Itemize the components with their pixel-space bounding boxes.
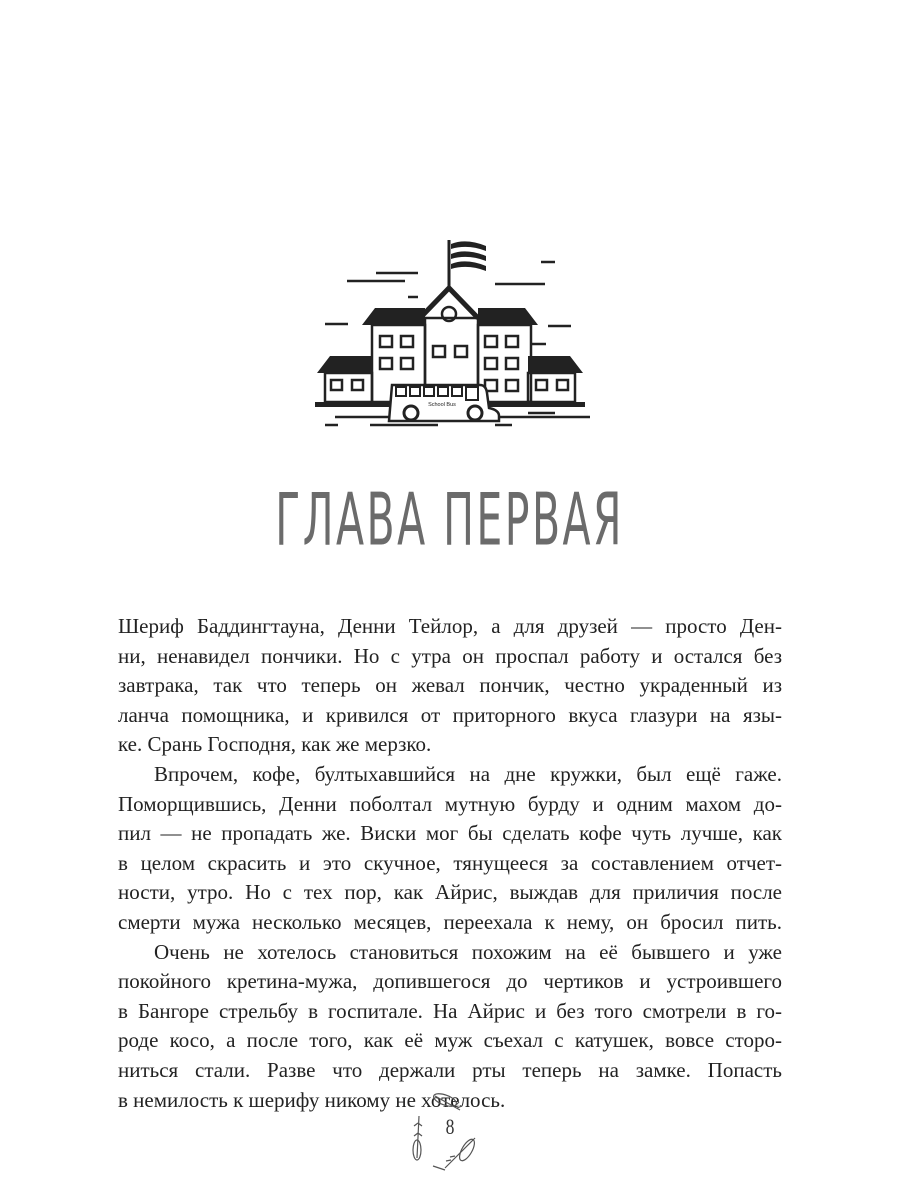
text-line: покойного кретина-мужа, допившегося до чертиков и устроившего	[118, 969, 782, 994]
page-number-ornament	[405, 1088, 495, 1178]
text-line: Очень не хотелось становиться похожим на её бывшего и уже	[154, 939, 782, 964]
text-line: ности, утро. Но с тех пор, как Айрис, выждав для приличия после	[118, 880, 782, 905]
text-line: ке. Срань Господня, как же мерзко.	[118, 732, 432, 757]
text-line: смерти мужа несколько месяцев, переехала к нему, он бросил пить.	[118, 909, 782, 934]
text-line: ни, ненавидел пончики. Но с утра он проспал работу и остался без	[118, 643, 782, 668]
text-line: Поморщившись, Денни поболтал мутную бурду и одним махом до-	[118, 791, 782, 816]
text-line: ниться стали. Разве что держали рты теперь на замке. Попасть	[118, 1057, 782, 1082]
text-line: Шериф Баддингтауна, Денни Тейлор, а для друзей — просто Ден-	[118, 614, 782, 638]
bus-label: School Bus	[428, 402, 456, 408]
text-line: в целом скрасить и это скучное, тянущееся за составлением отчет-	[118, 850, 782, 875]
chapter-title	[0, 478, 900, 568]
page-number: 8	[445, 1114, 455, 1139]
text-line: роде косо, а после того, как её муж съехал с катушек, вовсе сторо-	[118, 1028, 782, 1053]
text-line: Впрочем, кофе, бултыхавшийся на дне кружки, был ещё гаже.	[154, 761, 782, 786]
school-illustration	[300, 230, 600, 430]
body-text	[118, 612, 782, 1115]
text-line: в Бангоре стрельбу в госпитале. На Айрис и без того смотрели в го-	[118, 998, 782, 1023]
text-line: пил — не пропадать же. Виски мог бы сделать кофе чуть лучше, как	[118, 821, 782, 846]
text-line: ланча помощника, и кривился от приторного вкуса глазури на язы-	[118, 702, 782, 727]
text-line: в немилость к шерифу никому не хотелось.	[118, 1087, 506, 1112]
chapter-title-text: ГЛАВА ПЕРВАЯ	[275, 478, 625, 563]
text-line: завтрака, так что теперь он жевал пончик, честно украденный из	[118, 673, 782, 698]
